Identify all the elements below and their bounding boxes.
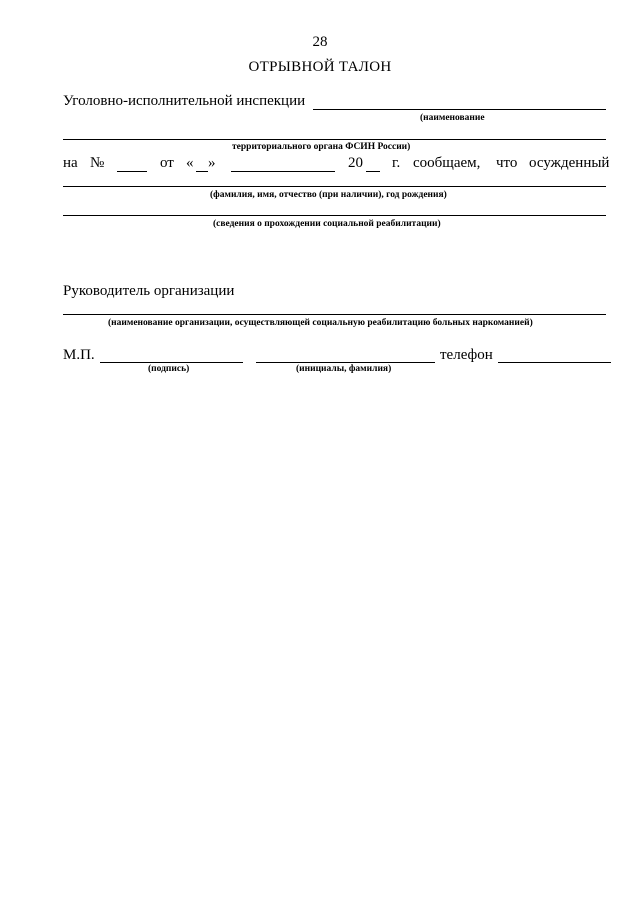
signature-caption: (подпись)	[148, 364, 190, 374]
page-title: ОТРЫВНОЙ ТАЛОН	[248, 59, 392, 75]
year-prefix: 20	[348, 155, 363, 171]
phone-label: телефон	[440, 347, 493, 363]
stamp-label: М.П.	[63, 347, 95, 363]
day-field[interactable]	[196, 171, 208, 172]
organization-field[interactable]	[63, 314, 606, 315]
notice-word-2: что	[496, 155, 518, 171]
inspection-caption-2: территориального органа ФСИН России)	[232, 142, 411, 152]
rehab-field[interactable]	[63, 215, 606, 216]
quote-open: «	[186, 155, 194, 171]
month-field[interactable]	[231, 171, 335, 172]
number-field[interactable]	[117, 171, 147, 172]
notice-word-3: осужденный	[529, 155, 610, 171]
inspection-name-field[interactable]	[313, 109, 606, 110]
territorial-organ-field[interactable]	[63, 139, 606, 140]
quote-close: »	[208, 155, 216, 171]
initials-field[interactable]	[256, 362, 435, 363]
year-field[interactable]	[366, 171, 380, 172]
ot-label: от	[160, 155, 174, 171]
person-field[interactable]	[63, 186, 606, 187]
rehab-caption: (сведения о прохождении социальной реабилитации)	[213, 219, 441, 229]
phone-field[interactable]	[498, 362, 611, 363]
signature-field[interactable]	[100, 362, 243, 363]
organization-caption: (наименование организации, осуществляющей социальную реабилитацию больных наркоманией)	[108, 318, 533, 328]
year-suffix: г.	[392, 155, 401, 171]
notice-word-1: сообщаем,	[413, 155, 481, 171]
na-label: на	[63, 155, 78, 171]
person-caption: (фамилия, имя, отчество (при наличии), год рождения)	[210, 190, 447, 200]
head-label: Руководитель организации	[63, 283, 235, 299]
inspection-label: Уголовно-исполнительной инспекции	[63, 93, 306, 109]
initials-caption: (инициалы, фамилия)	[296, 364, 392, 374]
page-number: 28	[312, 34, 328, 50]
number-sign: №	[90, 155, 105, 171]
inspection-caption-1: (наименование	[420, 113, 485, 123]
